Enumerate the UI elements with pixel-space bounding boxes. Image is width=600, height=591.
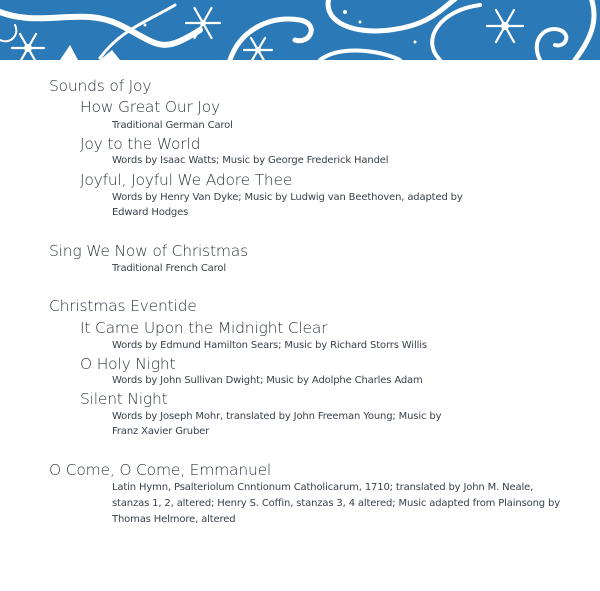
song-title: It Came Upon the Midnight Clear [80,319,328,337]
song-title: Sing We Now of Christmas [49,242,248,260]
song-credit: Words by Joseph Mohr, translated by John Freeman Young; Music by [112,411,442,422]
song-title: O Come, O Come, Emmanuel [49,461,272,479]
song-credit: stanzas 1, 2, altered; Henry S. Coffin, stanzas 3, 4 altered; Music adapted from Plainsong by [112,498,560,509]
song-title: O Holy Night [80,355,176,373]
medley-title: Sounds of Joy [49,77,152,95]
song-credit: Franz Xavier Gruber [112,426,210,437]
song-title: Joyful, Joyful We Adore Thee [80,171,293,189]
song-credit: Words by Henry Van Dyke; Music by Ludwig van Beethoven, adapted by [112,192,463,203]
song-title: Joy to the World [80,135,201,153]
song-credit: Thomas Helmore, altered [112,514,236,525]
song-credit: Words by Isaac Watts; Music by George Frederick Handel [112,155,389,166]
song-credit: Words by Edmund Hamilton Sears; Music by Richard Storrs Willis [112,340,427,351]
song-title: How Great Our Joy [80,98,220,116]
song-credit: Words by John Sullivan Dwight; Music by Adolphe Charles Adam [112,375,423,386]
song-credit: Edward Hodges [112,207,189,218]
song-credit: Latin Hymn, Psalteriolum Cnntionum Catholicarum, 1710; translated by John M. Neale, [112,482,534,493]
song-title: Silent Night [80,390,168,408]
medley-title: Christmas Eventide [49,297,197,315]
song-credit: Traditional French Carol [112,263,226,274]
song-credit: Traditional German Carol [112,120,233,131]
